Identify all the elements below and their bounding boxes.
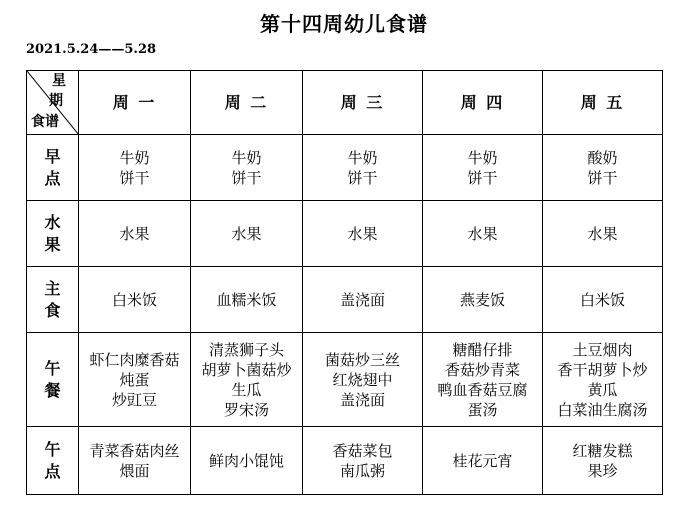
meal-label-char: 点 [44,168,61,188]
dish-line: 虾仁肉糜香菇 [89,350,180,369]
menu-cell-fruit-fri [543,201,663,267]
dish-line: 果珍 [587,461,618,480]
menu-cell-lunch-tue [191,333,303,427]
meal-label-char: 水 [44,212,61,232]
dish-line: 鲜肉小馄饨 [208,451,284,470]
dish-line: 炒豇豆 [111,390,157,409]
menu-cell-staple-wed [303,267,423,333]
dish-line: 水果 [231,224,262,243]
dish-line: 水果 [467,224,498,243]
menu-cell-breakfast-snack-fri [543,135,663,201]
dish-line: 红糖发糕 [572,441,633,460]
corner-label-top: 星 [52,73,66,89]
dish-line: 生瓜 [231,380,262,399]
menu-cell-staple-tue [191,267,303,333]
dish-line: 血糯米饭 [216,290,277,309]
corner-label-bottom: 食谱 [31,114,59,130]
menu-cell-fruit-tue [191,201,303,267]
dish-line: 牛奶 [467,148,498,167]
meal-label-afternoon-snack [27,427,79,495]
dish-line: 饼干 [231,168,262,187]
meal-row-lunch [27,333,663,427]
dish-line: 水果 [119,224,150,243]
dish-line: 香干胡萝卜炒 [557,360,648,379]
meal-label-char: 食 [44,300,61,320]
dish-line: 炖蛋 [119,370,150,389]
dish-line: 饼干 [347,168,378,187]
dish-line: 红烧翅中 [332,370,393,389]
meal-label-char: 主 [44,278,61,298]
menu-cell-afternoon-snack-mon [79,427,191,495]
menu-cell-staple-mon [79,267,191,333]
dish-line: 燕麦饭 [459,290,505,309]
dish-line: 煨面 [119,461,150,480]
meal-label-char: 餐 [44,380,61,400]
menu-cell-fruit-mon [79,201,191,267]
day-header-thu: 周 四 [423,71,543,135]
menu-cell-breakfast-snack-mon [79,135,191,201]
meal-label-char: 点 [44,461,61,481]
dish-line: 香菇炒青菜 [444,360,520,379]
dish-line: 盖浇面 [339,390,385,409]
date-range: 2021.5.24——5.28 [26,42,157,57]
meal-label-breakfast-snack [27,135,79,201]
meal-label-char: 午 [44,439,61,459]
dish-line: 罗宋汤 [223,400,269,419]
menu-cell-lunch-thu [423,333,543,427]
dish-line: 酸奶 [587,148,618,167]
dish-line: 清蒸狮子头 [208,340,284,359]
menu-cell-staple-fri [543,267,663,333]
dish-line: 饼干 [587,168,618,187]
day-header-mon: 周 一 [79,71,191,135]
dish-line: 糖醋仔排 [452,340,513,359]
dish-line: 白菜油生腐汤 [557,400,648,419]
day-header-fri: 周 五 [543,71,663,135]
menu-cell-lunch-fri [543,333,663,427]
header-row [27,71,663,135]
meal-label-char: 午 [44,358,61,378]
meal-row-breakfast-snack [27,135,663,201]
menu-cell-afternoon-snack-tue [191,427,303,495]
meal-label-char: 果 [44,234,61,254]
dish-line: 桂花元宵 [452,451,513,470]
dish-line: 黄瓜 [587,380,618,399]
menu-cell-staple-thu [423,267,543,333]
meal-row-afternoon-snack [27,427,663,495]
dish-line: 土豆烟肉 [572,340,633,359]
menu-cell-fruit-wed [303,201,423,267]
dish-line: 南瓜粥 [339,461,385,480]
meal-label-lunch [27,333,79,427]
dish-line: 水果 [347,224,378,243]
dish-line: 蛋汤 [467,400,498,419]
menu-cell-breakfast-snack-tue [191,135,303,201]
meal-label-fruit [27,201,79,267]
corner-cell [27,71,79,135]
day-header-tue: 周 二 [191,71,303,135]
dish-line: 水果 [587,224,618,243]
menu-cell-lunch-mon [79,333,191,427]
menu-cell-afternoon-snack-fri [543,427,663,495]
corner-label-middle: 期 [49,93,63,109]
meal-row-fruit [27,201,663,267]
dish-line: 鸭血香菇豆腐 [437,380,528,399]
dish-line: 盖浇面 [339,290,385,309]
dish-line: 胡萝卜菌菇炒 [201,360,292,379]
dish-line: 饼干 [119,168,150,187]
dish-line: 饼干 [467,168,498,187]
menu-table [26,70,663,495]
dish-line: 牛奶 [347,148,378,167]
dish-line: 青菜香菇肉丝 [89,441,180,460]
meal-label-char: 早 [44,146,61,166]
meal-row-staple [27,267,663,333]
menu-cell-afternoon-snack-thu [423,427,543,495]
dish-line: 菌菇炒三丝 [324,350,400,369]
dish-line: 白米饭 [579,290,625,309]
dish-line: 牛奶 [119,148,150,167]
menu-cell-fruit-thu [423,201,543,267]
menu-cell-breakfast-snack-thu [423,135,543,201]
menu-cell-afternoon-snack-wed [303,427,423,495]
dish-line: 香菇菜包 [332,441,393,460]
menu-cell-lunch-wed [303,333,423,427]
page-title: 第十四周幼儿食谱 [260,12,428,36]
dish-line: 白米饭 [111,290,157,309]
menu-cell-breakfast-snack-wed [303,135,423,201]
meal-label-staple [27,267,79,333]
dish-line: 牛奶 [231,148,262,167]
day-header-wed: 周 三 [303,71,423,135]
